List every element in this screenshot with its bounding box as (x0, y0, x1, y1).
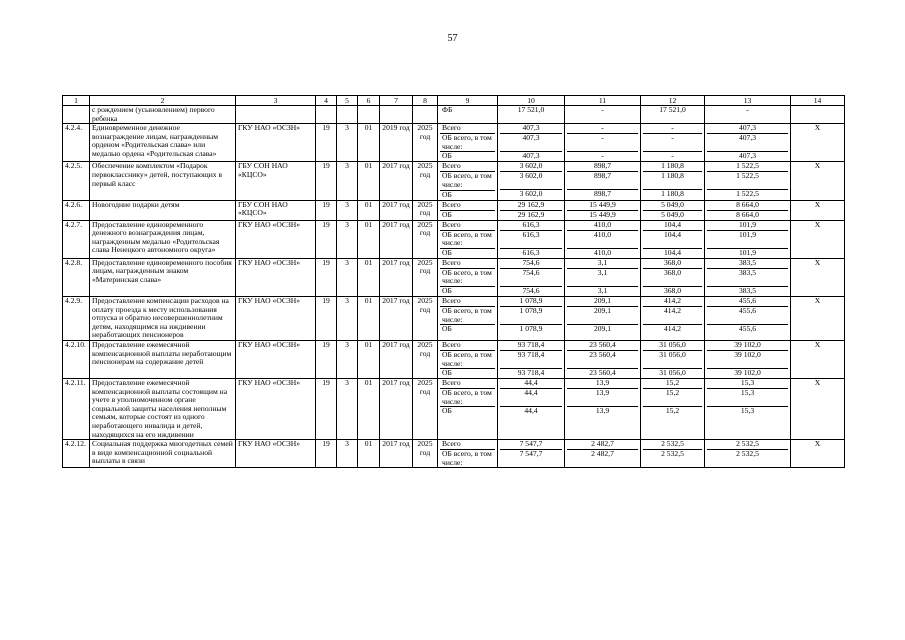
line-values-c13 (705, 296, 791, 340)
line-value: 17 521,0 (659, 106, 686, 114)
line-value: 101,9 (738, 248, 757, 257)
row-c5: 3 (337, 440, 358, 468)
row-executor: ГКУ НАО «ОСЗН» (236, 258, 316, 296)
col-header: 5 (337, 96, 358, 106)
row-start-year: 2017 год (380, 440, 413, 468)
row-start-year: 2017 год (380, 220, 413, 258)
line-label: Всего (440, 124, 495, 134)
line-values-c11 (565, 162, 641, 200)
line-values-c10 (498, 106, 565, 124)
line-value: 15,2 (665, 406, 680, 416)
line-label: ОБ всего, в том числе: (440, 134, 495, 152)
line-values-c13 (705, 162, 791, 200)
line-values-c12 (641, 124, 705, 162)
line-label: Всего (440, 221, 495, 231)
line-label: Всего (440, 162, 495, 172)
row-c4: 19 (316, 440, 337, 468)
line-values-c12 (641, 106, 705, 124)
line-value: 368,0 (643, 259, 702, 269)
line-values-c13 (705, 379, 791, 440)
line-label: Всего (440, 440, 495, 450)
row-executor: ГКУ НАО «ОСЗН» (236, 379, 316, 440)
line-values-c13 (705, 340, 791, 378)
row-mark: X (791, 440, 845, 468)
row-number: 4.2.8. (63, 258, 90, 296)
table-row (63, 296, 845, 340)
row-c5: 3 (337, 220, 358, 258)
line-values-c10 (498, 124, 565, 162)
line-values-c12 (641, 379, 705, 440)
line-value: 414,2 (643, 297, 702, 307)
col-header: 14 (791, 96, 845, 106)
line-value: 13,9 (567, 389, 638, 407)
row-c4: 19 (316, 220, 337, 258)
line-value: 2 532,5 (643, 440, 702, 450)
line-value: 15,2 (643, 379, 702, 389)
line-label: ОБ всего, в том числе: (440, 306, 495, 324)
line-values-c12 (641, 340, 705, 378)
line-value: 15,2 (643, 389, 702, 407)
table-row (63, 379, 845, 440)
row-start-year: 2017 год (380, 200, 413, 220)
row-c4: 19 (316, 296, 337, 340)
line-value: 414,2 (663, 324, 682, 333)
row-c5: 3 (337, 340, 358, 378)
line-value: 616,3 (522, 248, 540, 257)
line-value: 407,3 (738, 151, 757, 161)
line-value: 898,7 (567, 172, 638, 190)
line-values-c12 (641, 200, 705, 220)
line-value: 616,3 (500, 221, 562, 231)
row-number: 4.2.7. (63, 220, 90, 258)
row-name: Предоставление ежемесячной компенсационной выплаты состоящим на учете в уполномоченном органе социальной защиты населения неполным семьям, которые состоят из одного неработающего инвалида и детей, находящихся на его иждивении (90, 379, 236, 440)
line-value: 2 532,5 (661, 449, 684, 459)
row-number: 4.2.6. (63, 200, 90, 220)
line-label: ОБ (442, 190, 452, 199)
line-value: 29 162,9 (517, 210, 545, 219)
row-name: Социальная поддержка многодетных семей в виде компенсационной социальной выплаты в связи (90, 440, 236, 468)
line-values-c10 (498, 379, 565, 440)
row-executor: ГКУ НАО «ОСЗН» (236, 440, 316, 468)
line-value: 7 547,7 (500, 440, 562, 450)
row-mark: X (791, 124, 845, 162)
line-value: 209,1 (567, 306, 638, 324)
line-values-c12 (641, 258, 705, 296)
line-value: 2 482,7 (567, 440, 638, 450)
line-value: 754,6 (522, 286, 540, 295)
row-c5: 3 (337, 162, 358, 200)
line-value: - (643, 124, 702, 134)
row-name: с рождением (усыновлением) первого ребенка (90, 106, 236, 124)
line-value: 104,4 (663, 248, 682, 257)
row-mark (791, 106, 845, 124)
col-header: 8 (413, 96, 438, 106)
line-label: Всего (440, 297, 495, 307)
line-value: - (601, 151, 604, 161)
row-start-year: 2017 год (380, 258, 413, 296)
row-mark: X (791, 220, 845, 258)
row-mark: X (791, 296, 845, 340)
line-value: 104,4 (643, 230, 702, 248)
line-labels (438, 162, 498, 200)
row-mark: X (791, 340, 845, 378)
line-labels (438, 296, 498, 340)
row-c4: 19 (316, 124, 337, 162)
line-value: 455,6 (707, 306, 788, 324)
col-header: 13 (705, 96, 791, 106)
line-values-c10 (498, 340, 565, 378)
row-number: 4.2.12. (63, 440, 90, 468)
line-value: - (601, 106, 604, 114)
line-value: 23 560,4 (567, 341, 638, 351)
line-label: Всего (440, 379, 495, 389)
line-value: 101,9 (707, 230, 788, 248)
col-header: 4 (316, 96, 337, 106)
line-values-c11 (565, 124, 641, 162)
line-values-c12 (641, 162, 705, 200)
table-row (63, 162, 845, 200)
line-value: 31 056,0 (643, 350, 702, 368)
line-value: 39 102,0 (707, 350, 788, 368)
line-values-c10 (498, 296, 565, 340)
row-c6: 01 (358, 440, 380, 468)
line-value: 1 078,9 (500, 306, 562, 324)
line-value: 455,6 (707, 297, 788, 307)
row-c4: 19 (316, 162, 337, 200)
col-header: 10 (498, 96, 565, 106)
row-end-year: 2025 год (413, 124, 438, 162)
line-labels (438, 379, 498, 440)
line-value: 1 180,8 (643, 172, 702, 190)
line-value: 13,9 (567, 379, 638, 389)
line-value: 410,0 (593, 248, 612, 257)
row-c6: 01 (358, 296, 380, 340)
line-value: 3,1 (597, 286, 608, 295)
line-value: 93 718,4 (500, 350, 562, 368)
line-label: Всего (440, 201, 495, 211)
row-number: 4.2.11. (63, 379, 90, 440)
col-header: 11 (565, 96, 641, 106)
row-c5: 3 (337, 124, 358, 162)
row-executor: ГКУ НАО «ОСЗН» (236, 340, 316, 378)
line-value: 3 602,0 (500, 162, 562, 172)
row-c6: 01 (358, 258, 380, 296)
row-number: 4.2.10. (63, 340, 90, 378)
line-value: 407,3 (500, 124, 562, 134)
line-values-c12 (641, 296, 705, 340)
line-label: ОБ всего, в том числе: (440, 230, 495, 248)
row-start-year: 2017 год (380, 379, 413, 440)
line-value: 3 602,0 (500, 172, 562, 190)
row-mark: X (791, 258, 845, 296)
row-end-year: 2025 год (413, 340, 438, 378)
row-c6: 01 (358, 220, 380, 258)
col-header: 1 (63, 96, 90, 106)
row-c6: 01 (358, 162, 380, 200)
line-value: 407,3 (500, 134, 562, 152)
line-values-c10 (498, 440, 565, 468)
line-value: 410,0 (567, 230, 638, 248)
row-mark: X (791, 379, 845, 440)
row-end-year: 2025 год (413, 379, 438, 440)
line-value: 414,2 (643, 306, 702, 324)
line-value: 15,3 (740, 406, 755, 416)
line-labels (438, 440, 498, 468)
line-label: ОБ всего, в том числе: (440, 172, 495, 190)
line-label: Всего (440, 341, 495, 351)
line-value: - (567, 124, 638, 134)
line-value: 15,3 (707, 379, 788, 389)
line-value: 1 078,9 (500, 297, 562, 307)
line-value: 1 180,8 (661, 189, 684, 199)
line-value: 368,0 (643, 268, 702, 286)
line-values-c12 (641, 440, 705, 468)
row-mark: X (791, 200, 845, 220)
line-values-c13 (705, 106, 791, 124)
line-labels (438, 220, 498, 258)
col-header: 9 (438, 96, 498, 106)
line-value: 23 560,4 (589, 368, 616, 377)
line-value: 407,3 (707, 134, 788, 152)
row-name: Новогодние подарки детям (90, 200, 236, 220)
row-end-year: 2025 год (413, 440, 438, 468)
line-value: - (567, 134, 638, 152)
line-values-c10 (498, 162, 565, 200)
line-values-c13 (705, 220, 791, 258)
row-c6: 01 (358, 379, 380, 440)
empty-cell (236, 106, 316, 124)
row-end-year: 2025 год (413, 258, 438, 296)
line-value: 455,6 (738, 324, 757, 333)
line-values-c11 (565, 296, 641, 340)
line-label: ФБ (442, 106, 453, 114)
line-values-c11 (565, 258, 641, 296)
line-value: 898,7 (593, 189, 612, 199)
line-label: ОБ (442, 406, 452, 416)
table-row (63, 258, 845, 296)
row-c4: 19 (316, 340, 337, 378)
line-value: 209,1 (567, 297, 638, 307)
line-value: 8 664,0 (736, 210, 759, 219)
row-number: 4.2.4. (63, 124, 90, 162)
line-value: 1 180,8 (643, 162, 702, 172)
row-executor: ГКУ НАО «ОСЗН» (236, 220, 316, 258)
line-labels (438, 124, 498, 162)
line-values-c11 (565, 340, 641, 378)
line-value: 1 522,5 (736, 189, 759, 199)
row-c4: 19 (316, 200, 337, 220)
row-c6: 01 (358, 124, 380, 162)
line-value: 44,4 (500, 379, 562, 389)
col-header: 3 (236, 96, 316, 106)
row-executor: ГБУ СОН НАО «КЦСО» (236, 162, 316, 200)
line-value: - (671, 151, 674, 161)
table-row (63, 124, 845, 162)
line-value: 3,1 (567, 268, 638, 286)
row-c5: 3 (337, 379, 358, 440)
line-value: 2 482,7 (591, 449, 614, 459)
line-label: ОБ (442, 248, 452, 257)
line-labels (438, 106, 498, 124)
line-value: 31 056,0 (659, 368, 686, 377)
line-labels (438, 258, 498, 296)
table-row (63, 106, 845, 124)
line-value: 898,7 (567, 162, 638, 172)
row-name: Единовременное денежное вознаграждение лицам, награжденным орденом «Родительская слава» или медалью ордена «Родительская слава» (90, 124, 236, 162)
row-c5: 3 (337, 200, 358, 220)
line-value: 5 049,0 (661, 210, 684, 219)
line-value: 13,9 (595, 406, 610, 416)
line-value: 15 449,9 (567, 201, 638, 211)
line-value: 31 056,0 (643, 341, 702, 351)
row-c4: 19 (316, 379, 337, 440)
line-label: Всего (440, 259, 495, 269)
row-start-year: 2019 год (380, 124, 413, 162)
line-value: 368,0 (663, 286, 682, 295)
line-label: ОБ (442, 151, 452, 161)
line-values-c13 (705, 440, 791, 468)
row-executor: ГБУ СОН НАО «КЦСО» (236, 200, 316, 220)
row-name: Предоставление компенсации расходов на оплату проезда к месту использования отпуска и обратно несовершеннолетним детям, находящимся на иждивении неработающих пенсионеров (90, 296, 236, 340)
line-value: 383,5 (707, 268, 788, 286)
line-values-c10 (498, 258, 565, 296)
empty-cell (413, 106, 438, 124)
line-value: 407,3 (522, 151, 540, 161)
table-row (63, 440, 845, 468)
line-values-c12 (641, 220, 705, 258)
line-value: 383,5 (738, 286, 757, 295)
row-mark: X (791, 162, 845, 200)
header-row (63, 96, 845, 106)
row-start-year: 2017 год (380, 162, 413, 200)
line-values-c11 (565, 200, 641, 220)
line-label: ОБ всего, в том числе: (440, 350, 495, 368)
line-value: 15,3 (707, 389, 788, 407)
line-values-c11 (565, 220, 641, 258)
row-start-year: 2017 год (380, 340, 413, 378)
line-values-c11 (565, 106, 641, 124)
row-c4: 19 (316, 258, 337, 296)
line-value: 1 078,9 (519, 324, 543, 333)
line-label: ОБ всего, в том числе: (440, 268, 495, 286)
line-value: 407,3 (707, 124, 788, 134)
line-values-c11 (565, 440, 641, 468)
row-c5: 3 (337, 258, 358, 296)
table-row (63, 340, 845, 378)
col-header: 7 (380, 96, 413, 106)
row-c5: 3 (337, 296, 358, 340)
line-values-c13 (705, 200, 791, 220)
line-values-c13 (705, 258, 791, 296)
line-value: 209,1 (593, 324, 612, 333)
line-value: 93 718,4 (517, 368, 545, 377)
empty-cell (337, 106, 358, 124)
col-header: 6 (358, 96, 380, 106)
line-value: 23 560,4 (567, 350, 638, 368)
empty-cell (358, 106, 380, 124)
row-number: 4.2.5. (63, 162, 90, 200)
line-value: 93 718,4 (500, 341, 562, 351)
line-label: ОБ (442, 210, 452, 219)
row-c6: 01 (358, 200, 380, 220)
line-value: 383,5 (707, 259, 788, 269)
line-values-c10 (498, 220, 565, 258)
line-value: 104,4 (643, 221, 702, 231)
row-end-year: 2025 год (413, 200, 438, 220)
row-start-year: 2017 год (380, 296, 413, 340)
table-row (63, 220, 845, 258)
line-value: 2 532,5 (736, 449, 759, 459)
col-header: 12 (641, 96, 705, 106)
col-header: 2 (90, 96, 236, 106)
line-value: 8 664,0 (707, 201, 788, 211)
line-value: 3 602,0 (519, 189, 543, 199)
empty-cell (380, 106, 413, 124)
row-name: Предоставление ежемесячной компенсационной выплаты неработающим пенсионерам на содержание детей (90, 340, 236, 378)
row-name: Предоставление единовременного пособия лицам, награжденным знаком «Материнская слава» (90, 258, 236, 296)
line-value: 15 449,9 (589, 210, 616, 219)
line-value: 7 547,7 (519, 449, 543, 459)
row-name: Обеспечение комплектом «Подарок первокласснику» детей, поступающих в первый класс (90, 162, 236, 200)
line-values-c13 (705, 124, 791, 162)
row-executor: ГКУ НАО «ОСЗН» (236, 296, 316, 340)
row-end-year: 2025 год (413, 220, 438, 258)
empty-cell (316, 106, 337, 124)
line-labels (438, 200, 498, 220)
line-value: 17 521,0 (517, 106, 545, 114)
line-value: 44,4 (500, 389, 562, 407)
row-executor: ГКУ НАО «ОСЗН» (236, 124, 316, 162)
program-table (62, 95, 845, 468)
line-label: ОБ (442, 324, 452, 334)
line-value: 39 102,0 (734, 368, 761, 377)
row-number (63, 106, 90, 124)
line-value: 754,6 (500, 259, 562, 269)
line-values-c11 (565, 379, 641, 440)
row-name: Предоставление единовременного денежного вознаграждения лицам, награжденным медалью «Родительская слава Ненецкого автономного округа» (90, 220, 236, 258)
line-value: 410,0 (567, 221, 638, 231)
page-number: 57 (447, 33, 458, 44)
line-value: 44,4 (524, 406, 538, 416)
line-label: ОБ всего, в том числе: (442, 449, 492, 467)
line-value: 2 532,5 (707, 440, 788, 450)
row-c6: 01 (358, 340, 380, 378)
table-row (63, 200, 845, 220)
line-value: 29 162,9 (500, 201, 562, 211)
line-label: ОБ (442, 286, 452, 295)
line-value: - (746, 106, 749, 114)
line-value: - (643, 134, 702, 152)
line-value: 5 049,0 (643, 201, 702, 211)
line-label: ОБ всего, в том числе: (440, 389, 495, 407)
line-value: 3,1 (567, 259, 638, 269)
line-value: 616,3 (500, 230, 562, 248)
row-end-year: 2025 год (413, 162, 438, 200)
line-value: 1 522,5 (707, 172, 788, 190)
row-number: 4.2.9. (63, 296, 90, 340)
line-values-c10 (498, 200, 565, 220)
row-end-year: 2025 год (413, 296, 438, 340)
line-label: ОБ (442, 368, 452, 378)
line-labels (438, 340, 498, 378)
line-value: 754,6 (500, 268, 562, 286)
line-value: 39 102,0 (707, 341, 788, 351)
line-value: 101,9 (707, 221, 788, 231)
line-value: 1 522,5 (707, 162, 788, 172)
